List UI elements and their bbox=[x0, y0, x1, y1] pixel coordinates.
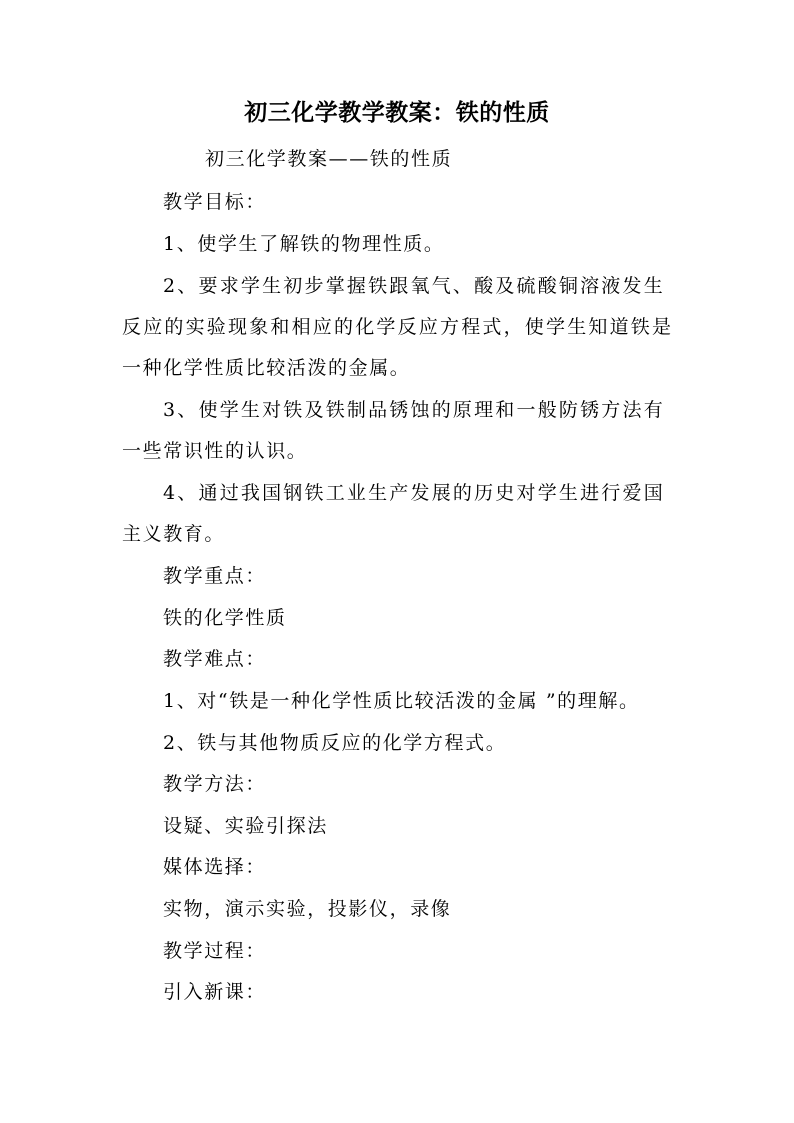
paragraph-line: 铁的化学性质 bbox=[163, 607, 287, 629]
paragraph-line: 一些常识性的认识。 bbox=[122, 440, 308, 462]
heading-process: 教学过程： bbox=[163, 940, 267, 962]
paragraph-line: 反应的实验现象和相应的化学反应方程式，使学生知道铁是 bbox=[122, 316, 674, 338]
paragraph-line: 2、铁与其他物质反应的化学方程式。 bbox=[163, 732, 507, 754]
heading-difficult-points: 教学难点： bbox=[163, 648, 267, 670]
paragraph-line: 设疑、实验引探法 bbox=[163, 815, 328, 837]
paragraph-line: 实物，演示实验，投影仪，录像 bbox=[163, 898, 452, 920]
document-title: 初三化学教学教案：铁的性质 bbox=[244, 100, 550, 126]
heading-key-points: 教学重点： bbox=[163, 565, 267, 587]
paragraph-line: 1、对“铁是一种化学性质比较活泼的金属 ”的理解。 bbox=[163, 690, 640, 712]
paragraph-line: 2、要求学生初步掌握铁跟氧气、酸及硫酸铜溶液发生 bbox=[163, 275, 665, 297]
heading-media: 媒体选择： bbox=[163, 856, 267, 878]
heading-methods: 教学方法： bbox=[163, 773, 267, 795]
paragraph-line: 引入新课： bbox=[163, 981, 267, 1003]
paragraph-line: 一种化学性质比较活泼的金属。 bbox=[122, 357, 411, 379]
paragraph-line: 主义教育。 bbox=[122, 523, 226, 545]
paragraph-line: 3、使学生对铁及铁制品锈蚀的原理和一般防锈方法有 bbox=[163, 399, 665, 421]
paragraph-line: 4、通过我国钢铁工业生产发展的历史对学生进行爱国 bbox=[163, 482, 665, 504]
heading-objectives: 教学目标： bbox=[163, 191, 267, 213]
document-subtitle: 初三化学教案——铁的性质 bbox=[205, 148, 453, 170]
paragraph-line: 1、使学生了解铁的物理性质。 bbox=[163, 233, 445, 255]
